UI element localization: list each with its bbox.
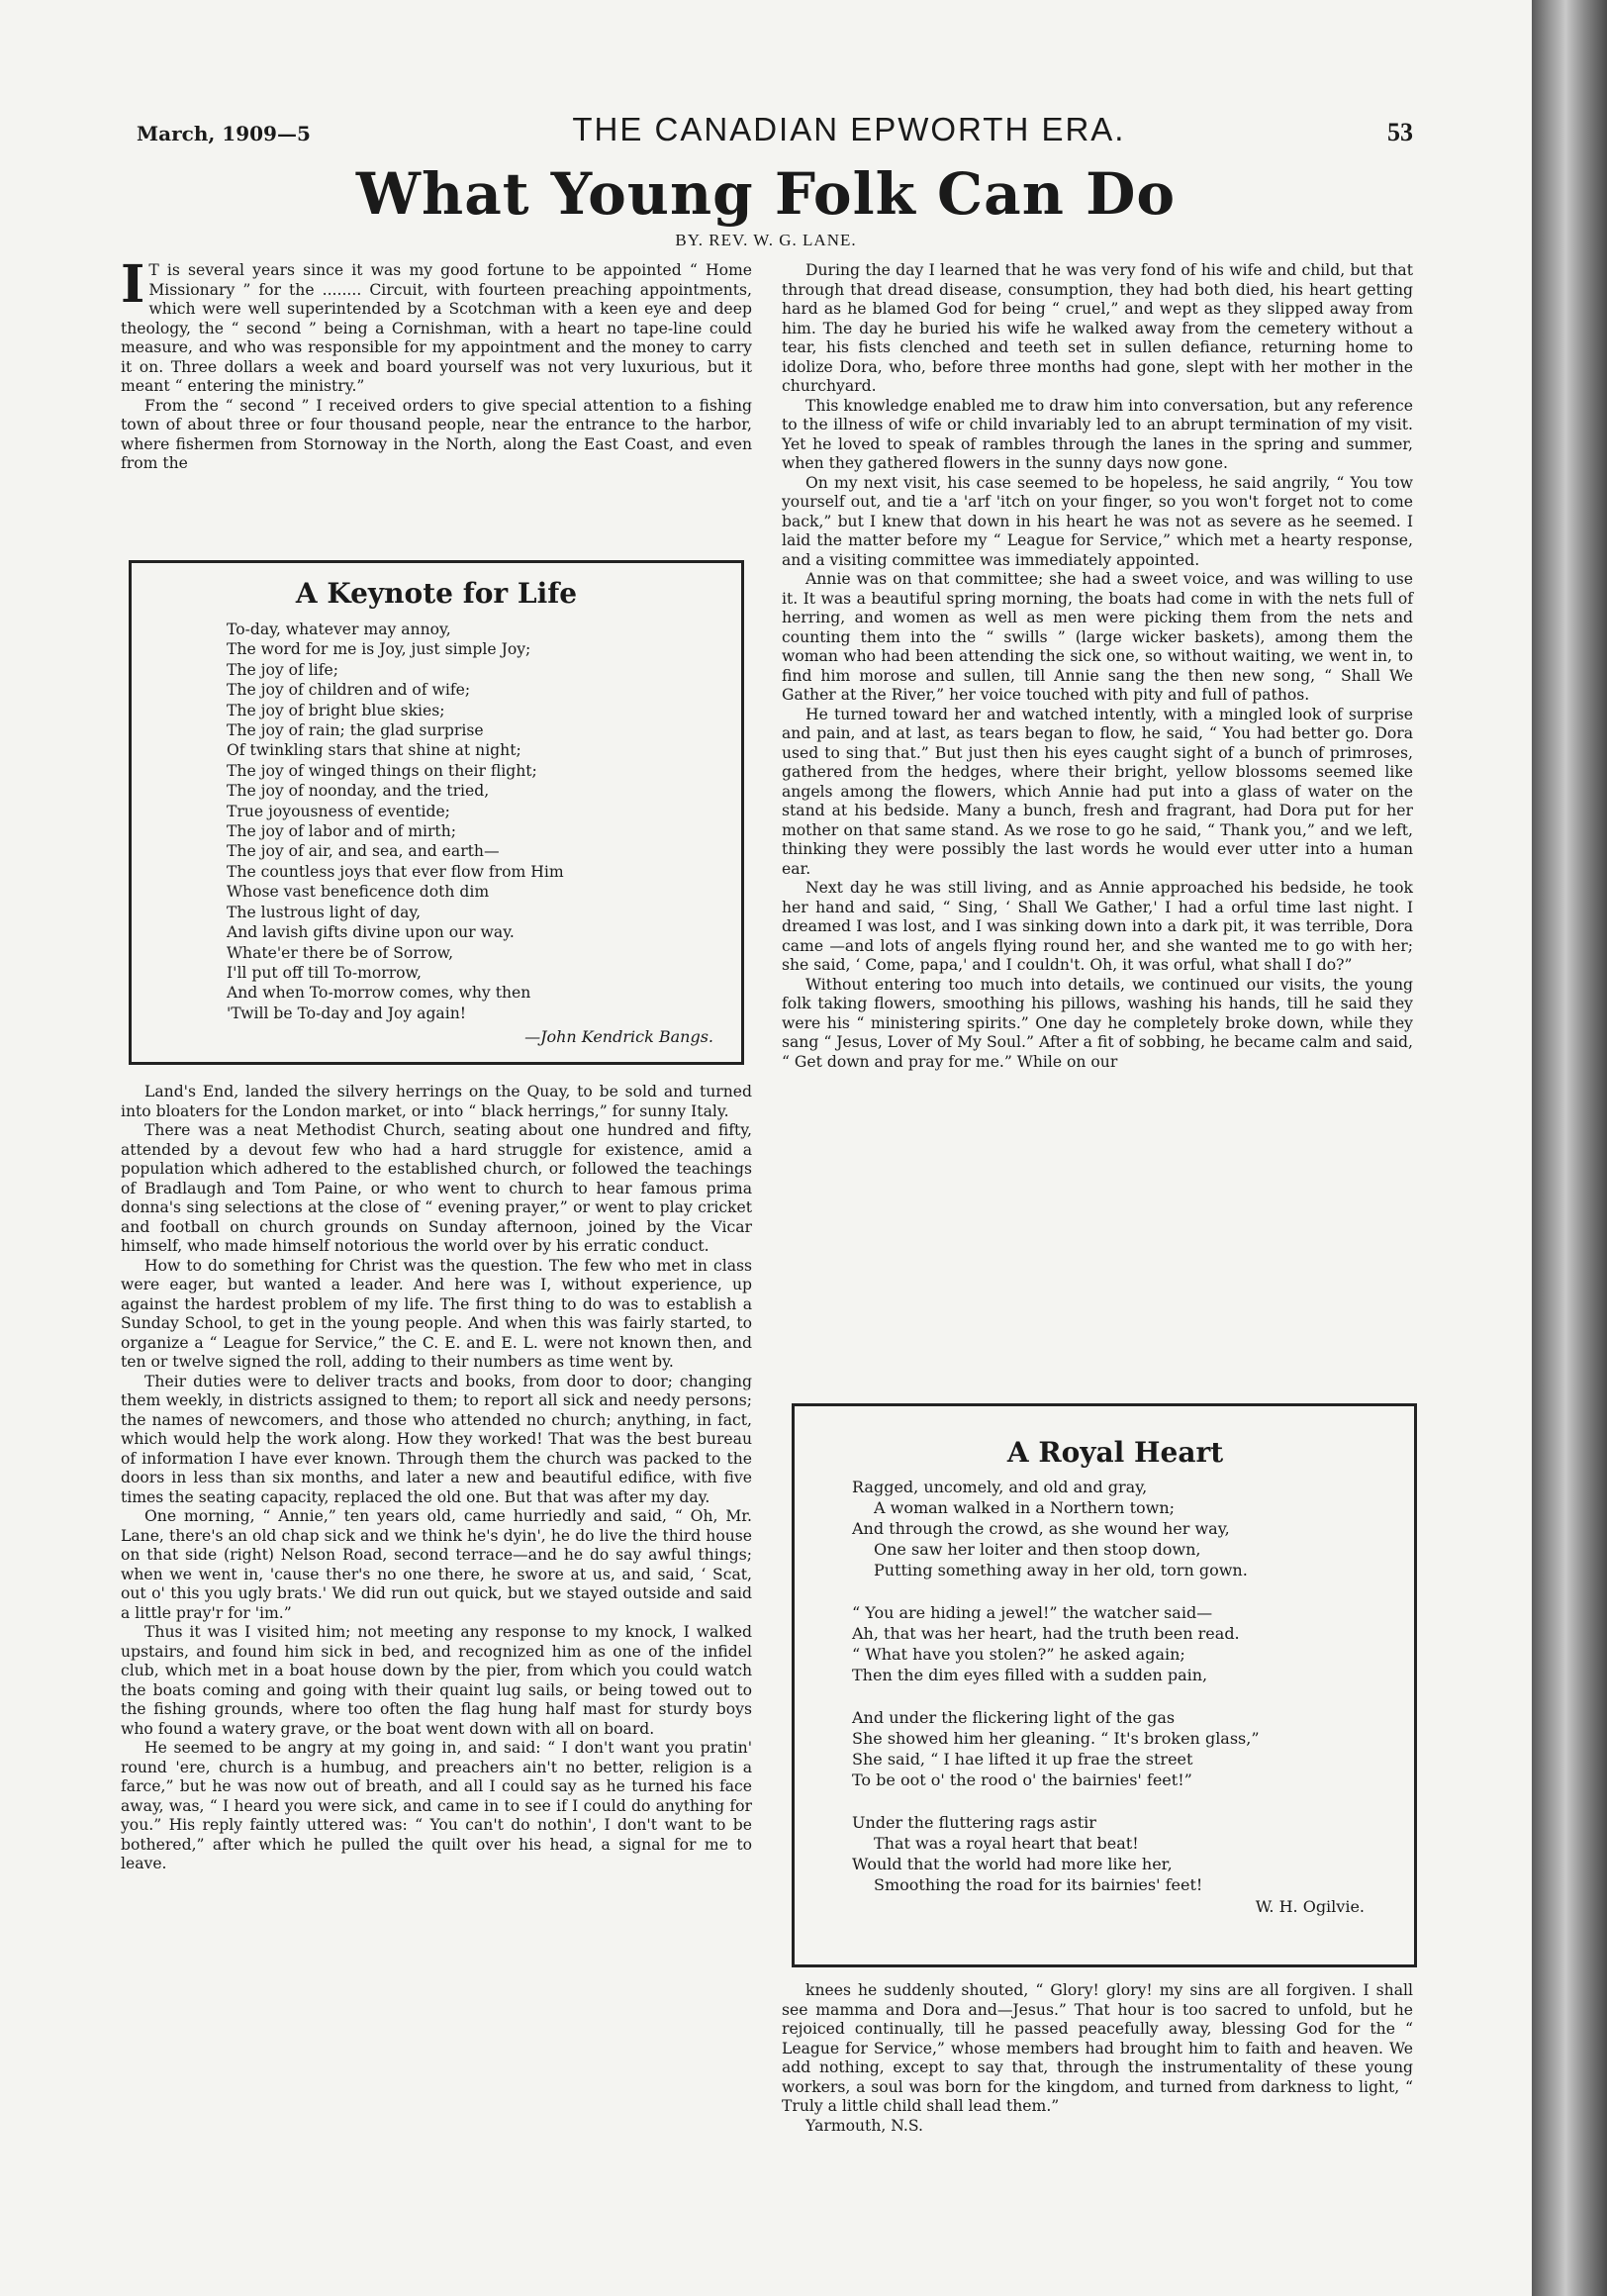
poem-line: True joyousness of eventide; bbox=[227, 802, 450, 820]
poem-line: Whose vast beneficence doth dim bbox=[227, 883, 490, 902]
column-right-top bbox=[782, 261, 1413, 1072]
paragraph: One morning, “ Annie,” ten years old, came hurriedly and said, “ Oh, Mr. Lane, there's an old chap sick and we think he's dyin', he do live the third house on that side (right) Nelson Road, second terrace—and he do say awful things; when we went in, 'cause ther's no one there, he swore at us, and said, ‘ Scat, out o' this you ugly brats.' We did run out quick, but we stayed outside and said a little pray'r for 'im.” bbox=[121, 1507, 752, 1622]
paragraph: Thus it was I visited him; not meeting any response to my knock, I walked upstairs, and found him sick in bed, and recognized him as one of the infidel club, which met in a boat house down by the pier, from which you could watch the boats coming and going with their quaint lug sails, or being towed out to the fishing grounds, where too often the flag hung half mast for sturdy boys who found a watery grave, or the boat went down with all on board. bbox=[121, 1623, 752, 1738]
column-right-bottom bbox=[782, 1981, 1413, 2136]
poem-line: Putting something away in her old, torn gown. bbox=[874, 1561, 1248, 1579]
paragraph: He seemed to be angry at my going in, and said: “ I don't want you pratin' round 'ere, church is a humbug, and preachers ain't no better, religion is a farce,” but he was now out of breath, and all I could say as he turned his face away, was, “ I heard you were sick, and came in to see if I could do anything for you.” His reply faintly uttered was: “ You can't do nothin', I don't want to be bothered,” after which he pulled the quilt over his head, a signal for me to leave. bbox=[121, 1739, 752, 1872]
poem-line: “ You are hiding a jewel!” the watcher said— bbox=[852, 1603, 1213, 1622]
poem-line: 'Twill be To-day and Joy again! bbox=[227, 1004, 467, 1022]
poem-line: Of twinkling stars that shine at night; bbox=[227, 741, 521, 760]
poem-line: And when To-morrow comes, why then bbox=[227, 984, 531, 1003]
article-title: What Young Folk Can Do bbox=[355, 160, 1177, 228]
poem-line: She showed him her gleaning. “ It's broken glass,” bbox=[852, 1729, 1260, 1748]
poem-line: And lavish gifts divine upon our way. bbox=[227, 923, 515, 942]
poem-line: The lustrous light of day, bbox=[227, 903, 422, 921]
book-spine bbox=[1532, 0, 1607, 2296]
poem-line: A woman walked in a Northern town; bbox=[874, 1498, 1176, 1517]
poem-line: The joy of winged things on their flight; bbox=[227, 761, 537, 780]
paragraph: I T is several years since it was my good fortune to be appointed “ Home Missionary ” for the ........ Circuit, with fourteen preaching appointments, which were well superintended by a Scotchman with a keen eye and deep theology, the “ second ” being a Cornishman, with a heart no tape-line could measure, and who was responsible for my appointment and the money to carry it on. Three dollars a week and board yourself was not very luxurious, but it meant “ entering the ministry.” bbox=[121, 254, 752, 395]
poem-line: The joy of life; bbox=[227, 660, 338, 679]
poem-line: And through the crowd, as she wound her way, bbox=[852, 1519, 1230, 1538]
poem-line: Smoothing the road for its bairnies' feet! bbox=[874, 1875, 1203, 1894]
poem-line: The joy of air, and sea, and earth— bbox=[227, 842, 500, 861]
keynote-attribution: —John Kendrick Bangs. bbox=[524, 1027, 713, 1047]
paragraph: Annie was on that committee; she had a sweet voice, and was willing to use it. It was a beautiful spring morning, the boats had come in with the nets full of herring, and women as well as men were picking them from the nets and counting them into the “ swills ” (large wicker baskets), among them the woman who had been attending the sick one, so without waiting, we went in, to find him morose and sullen, till Annie sang the then new song, “ Shall We Gather at the River,” her voice touched with pity and full of pathos. bbox=[782, 570, 1413, 704]
paragraph: During the day I learned that he was very fond of his wife and child, but that through that dread disease, consumption, they had both died, his heart getting hard as he blamed God for being “ cruel,” and wept as they slipped away from him. The day he buried his wife he walked away from the cemetery without a tear, his fists clenched and teeth set in sullen defiance, returning home to idolize Dora, who, before three months had gone, slept with her mother in the churchyard. bbox=[782, 261, 1413, 395]
poem-line: Ragged, uncomely, and old and gray, bbox=[852, 1478, 1148, 1496]
poem-line: The countless joys that ever flow from Him bbox=[227, 862, 564, 881]
poem-line: That was a royal heart that beat! bbox=[874, 1834, 1139, 1853]
poem-line: She said, “ I hae lifted it up frae the street bbox=[852, 1750, 1193, 1769]
royal-heart-lines bbox=[852, 1477, 1378, 1895]
poem-line: The joy of labor and of mirth; bbox=[227, 822, 456, 841]
paragraph: Their duties were to deliver tracts and books, from door to door; changing them weekly, in districts assigned to them; to report all sick and needy persons; the names of newcomers, and those who attended no church; anything, in fact, which would help the work along. How they worked! That was the best bureau of information I have ever known. Through them the church was packed to the doors in less than six months, and later a new and beautiful edifice, with five times the seating capacity, replaced the old one. But that was after my day. bbox=[121, 1372, 752, 1506]
royal-heart-attribution: W. H. Ogilvie. bbox=[1255, 1897, 1365, 1916]
article-byline: BY. REV. W. G. LANE. bbox=[675, 231, 857, 249]
paragraph: On my next visit, his case seemed to be hopeless, he said angrily, “ You tow yourself out, and tie a 'arf 'itch on your finger, so you won't forget not to come back,” but I knew that down in his heart he was not as severe as he seemed. I laid the matter before my “ League for Service,” which met a hearty response, and a visiting committee was immediately appointed. bbox=[782, 473, 1413, 569]
keynote-poem-box bbox=[129, 560, 744, 1065]
paragraph: From the “ second ” I received orders to give special attention to a fishing town of about three or four thousand people, near the entrance to the harbor, where fishermen from Stornoway in the North, along the East Coast, and even from the bbox=[121, 396, 752, 472]
paragraph: How to do something for Christ was the question. The few who met in class were eager, but wanted a leader. And here was I, without experience, up against the hardest problem of my life. The first thing to do was to establish a Sunday School, to get in the young people. And when this was fairly started, to organize a “ League for Service,” the C. E. and E. L. were not known then, and ten or twelve signed the roll, adding to their numbers as time went by. bbox=[121, 1256, 752, 1371]
paragraph: This knowledge enabled me to draw him into conversation, but any reference to the illness of wife or child invariably led to an abrupt termination of my visit. Yet he loved to speak of rambles through the lanes in the spring and summer, when they gathered flowers in the sunny days now gone. bbox=[782, 396, 1414, 472]
poem-line: “ What have you stolen?” he asked again; bbox=[852, 1645, 1185, 1664]
column-left-top bbox=[121, 254, 752, 474]
poem-line: The word for me is Joy, just simple Joy; bbox=[227, 640, 531, 659]
page-number: 53 bbox=[1386, 118, 1413, 146]
magazine-name: THE CANADIAN EPWORTH ERA. bbox=[572, 111, 1126, 147]
paragraph: Without entering too much into details, we continued our visits, the young folk taking flowers, smoothing his pillows, washing his hands, till he said they were his “ ministering spirits.” One day he completely broke down, while they sang “ Jesus, Lover of My Soul.” After a fit of sobbing, he became calm and said, “ Get down and pray for me.” While on our bbox=[782, 975, 1413, 1071]
drop-cap: I bbox=[121, 254, 145, 315]
paragraph: There was a neat Methodist Church, seating about one hundred and fifty, attended by a devout few who had a hard struggle for existence, amid a population which adhered to the established church, or followed the teachings of Bradlaugh and Tom Paine, or who went to church to hear famous prima donna's sing selections at the close of “ evening prayer,” or went to play cricket and football on church grounds on Sunday afternoon, joined by the Vicar himself, who made himself notorious the world over by his erratic conduct. bbox=[121, 1121, 752, 1255]
poem-line: I'll put off till To-morrow, bbox=[227, 963, 423, 982]
paragraph: Next day he was still living, and as Annie approached his bedside, he took her hand and said, “ Sing, ‘ Shall We Gather,' I had a orful time last night. I dreamed I was lost, and I was sinking down into a dark pit, it was terrible, Dora came —and lots of angels flying round her, and she wanted me to go with her; she said, ‘ Come, papa,' and I couldn't. Oh, it was orful, what shall I do?” bbox=[782, 879, 1413, 974]
poem-line: Under the fluttering rags astir bbox=[852, 1813, 1096, 1832]
poem-line: Then the dim eyes filled with a sudden pain, bbox=[852, 1666, 1208, 1684]
running-header bbox=[137, 111, 1413, 150]
issue-date: March, 1909—5 bbox=[137, 122, 311, 145]
poem-line: Ah, that was her heart, had the truth been read. bbox=[852, 1624, 1240, 1643]
royal-heart-poem-box bbox=[792, 1403, 1417, 1967]
paragraph: Land's End, landed the silvery herrings on the Quay, to be sold and turned into bloaters for the London market, or into “ black herrings,” for sunny Italy. bbox=[121, 1083, 752, 1120]
poem-line: To-day, whatever may annoy, bbox=[227, 621, 451, 638]
poem-line: The joy of bright blue skies; bbox=[227, 701, 445, 719]
poem-line: To be oot o' the rood o' the bairnies' feet!” bbox=[852, 1770, 1192, 1789]
paragraph: knees he suddenly shouted, “ Glory! glory! my sins are all forgiven. I shall see mamma and Dora and—Jesus.” That hour is too sacred to unfold, but he rejoiced continually, till he passed peacefully away, blessing God for the “ League for Service,” whose members had brought him to faith and heaven. We add nothing, except to say that, through the instrumentality of these young workers, a soul was born for the kingdom, and turned from darkness to light, “ Truly a little child shall lead them.” bbox=[782, 1981, 1413, 2115]
poem-line: The joy of rain; the glad surprise bbox=[227, 721, 484, 740]
poem-line: The joy of noonday, and the tried, bbox=[227, 782, 490, 801]
poem-line: One saw her loiter and then stoop down, bbox=[874, 1540, 1201, 1559]
poem-line: The joy of children and of wife; bbox=[227, 681, 471, 700]
keynote-lines bbox=[227, 620, 713, 1023]
keynote-title: A Keynote for Life bbox=[295, 577, 578, 610]
royal-heart-title: A Royal Heart bbox=[1006, 1436, 1224, 1469]
poem-line: Would that the world had more like her, bbox=[852, 1855, 1173, 1873]
column-left-bottom bbox=[121, 1083, 752, 1874]
place-line: Yarmouth, N.S. bbox=[805, 2116, 923, 2135]
poem-line: And under the flickering light of the gas bbox=[852, 1708, 1176, 1727]
paragraph: He turned toward her and watched intently, with a mingled look of surprise and pain, and at last, as tears began to flow, he said, “ You had better go. Dora used to sing that.” But just then his eyes caught sight of a bunch of primroses, gathered from the hedges, where their bright, yellow blossoms seemed like angels among the flowers, which Annie had put into a glass of water on the stand at his bedside. Many a bunch, fresh and fragrant, had Dora put for her mother on that same stand. As we rose to go he said, “ Thank you,” and we left, thinking they were possibly the last words he would ever utter into a human ear. bbox=[782, 705, 1413, 878]
poem-line: Whate'er there be of Sorrow, bbox=[227, 943, 454, 962]
